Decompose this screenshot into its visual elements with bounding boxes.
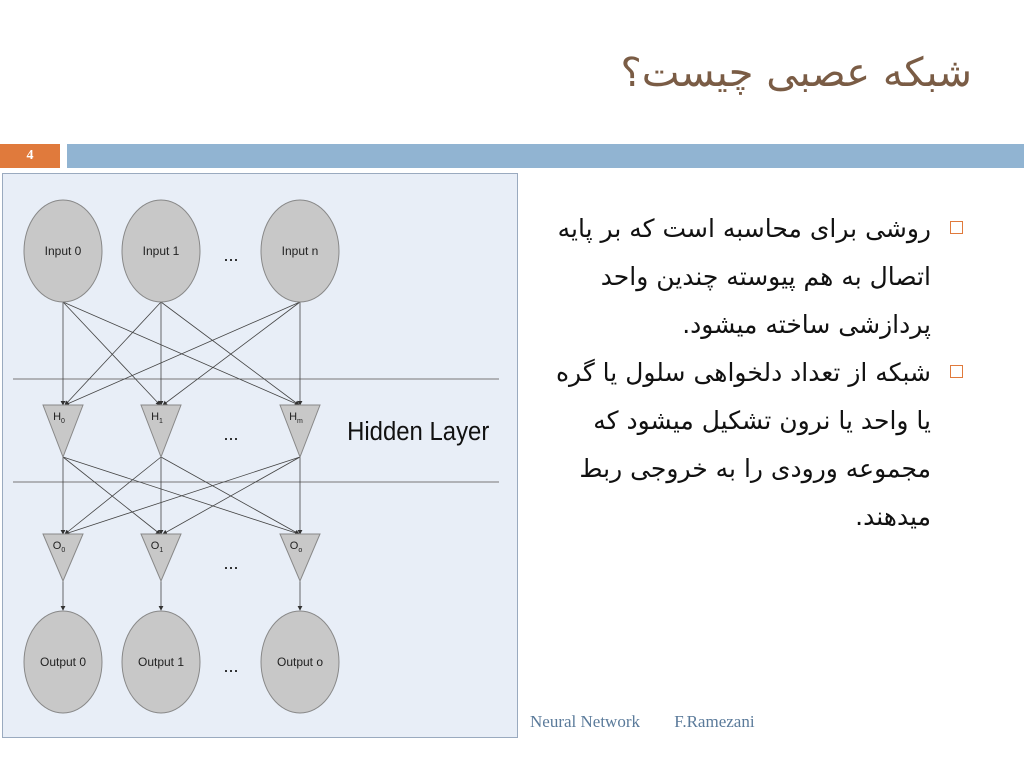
input-node [122, 200, 200, 302]
hidden-neuron-label: H [53, 411, 62, 423]
hidden-neuron [141, 405, 181, 457]
input-label: Input 1 [142, 244, 180, 258]
output-neuron-sub: o [298, 547, 303, 554]
output-neuron [141, 534, 181, 581]
square-bullet-icon [950, 221, 963, 234]
square-bullet-icon [950, 365, 963, 378]
output-neuron-sub: 0 [61, 547, 66, 554]
bullet-item [545, 205, 965, 349]
ellipsis: ... [223, 656, 239, 676]
ellipsis: ... [223, 553, 239, 573]
hidden-neuron-label: H [289, 411, 298, 423]
hidden-neuron [43, 405, 83, 457]
hidden-neuron-sub: m [297, 418, 303, 425]
input-label: Input 0 [44, 244, 82, 258]
bullet-text: روشی برای محاسبه است که بر پایه اتصال به هم پیوسته چندین واحد پردازشی ساخته میشود. [557, 214, 931, 339]
output-neuron-sub: 1 [159, 547, 164, 554]
bullet-text: شبکه از تعداد دلخواهی سلول یا گره یا واحد یا نرون تشکیل میشود که مجموعه ورودی را به خروجی ربط میدهند. [555, 358, 931, 531]
output-connections [63, 581, 300, 610]
output-neuron-label: O [52, 540, 62, 552]
footer-author: F.Ramezani [674, 712, 755, 731]
ellipsis: ... [223, 424, 239, 444]
bullet-item [545, 349, 965, 541]
hidden-neuron-sub: 0 [61, 418, 65, 425]
slide-title: شبکه عصبی چیست؟ [620, 50, 972, 96]
output-neuron-label: O [150, 540, 160, 552]
output-node [261, 611, 339, 713]
network-svg [3, 174, 519, 739]
hidden-neuron [280, 405, 320, 457]
header-bar [67, 144, 1024, 168]
hidden-neuron-label: H [151, 411, 160, 423]
output-neuron-label: O [289, 540, 299, 552]
output-label: Output 1 [137, 655, 185, 669]
output-node [122, 611, 200, 713]
ellipsis: ... [223, 245, 239, 265]
slide-number: 4 [0, 144, 60, 168]
neural-network-diagram [2, 173, 518, 738]
output-label: Output 0 [39, 655, 87, 669]
output-neuron [280, 534, 320, 581]
footer-course: Neural Network [530, 712, 640, 731]
input-node [24, 200, 102, 302]
output-neuron [43, 534, 83, 581]
footer [530, 712, 785, 732]
hidden-output-connections [63, 457, 300, 534]
output-node [24, 611, 102, 713]
hidden-neuron-sub: 1 [159, 418, 163, 425]
bullet-list [545, 205, 965, 541]
input-node [261, 200, 339, 302]
output-label: Output o [276, 655, 324, 669]
input-label: Input n [281, 244, 319, 258]
input-hidden-connections [63, 302, 300, 405]
hidden-layer-label: Hidden Layer [347, 417, 490, 447]
